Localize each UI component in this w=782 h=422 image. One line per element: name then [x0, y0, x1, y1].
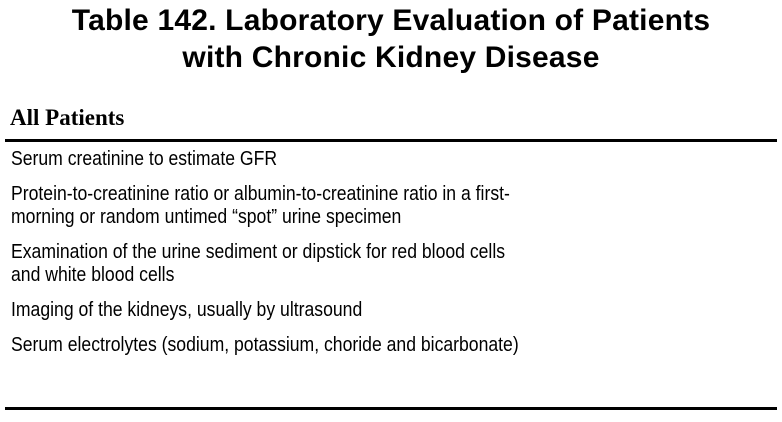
table-title-line-2: with Chronic Kidney Disease — [182, 41, 600, 74]
evaluation-item-text: Protein-to-creatinine ratio or albumin-to-creatinine ratio in a first- — [11, 183, 510, 205]
evaluation-item-protein-ratio — [11, 183, 685, 229]
evaluation-item-text: morning or random untimed “spot” urine specimen — [11, 206, 402, 228]
evaluation-item-text: Serum creatinine to estimate GFR — [11, 148, 278, 170]
evaluation-item-kidney-imaging — [11, 299, 685, 322]
evaluation-item-urine-sediment — [11, 241, 685, 287]
evaluation-list — [11, 148, 777, 369]
evaluation-item-serum-creatinine — [11, 148, 685, 171]
evaluation-item-text: Imaging of the kidneys, usually by ultrasound — [11, 299, 363, 321]
evaluation-item-text: Serum electrolytes (sodium, potassium, choride and bicarbonate) — [11, 334, 519, 356]
table-title-line-1: Table 142. Laboratory Evaluation of Patients — [71, 4, 711, 37]
table-header-rule — [5, 139, 777, 142]
evaluation-item-serum-electrolytes — [11, 334, 685, 357]
evaluation-item-text: and white blood cells — [11, 264, 175, 286]
evaluation-item-text: Examination of the urine sediment or dipstick for red blood cells — [11, 241, 506, 263]
table-title — [0, 2, 782, 76]
section-heading: All Patients — [10, 105, 125, 130]
table-footer-rule — [5, 407, 777, 410]
